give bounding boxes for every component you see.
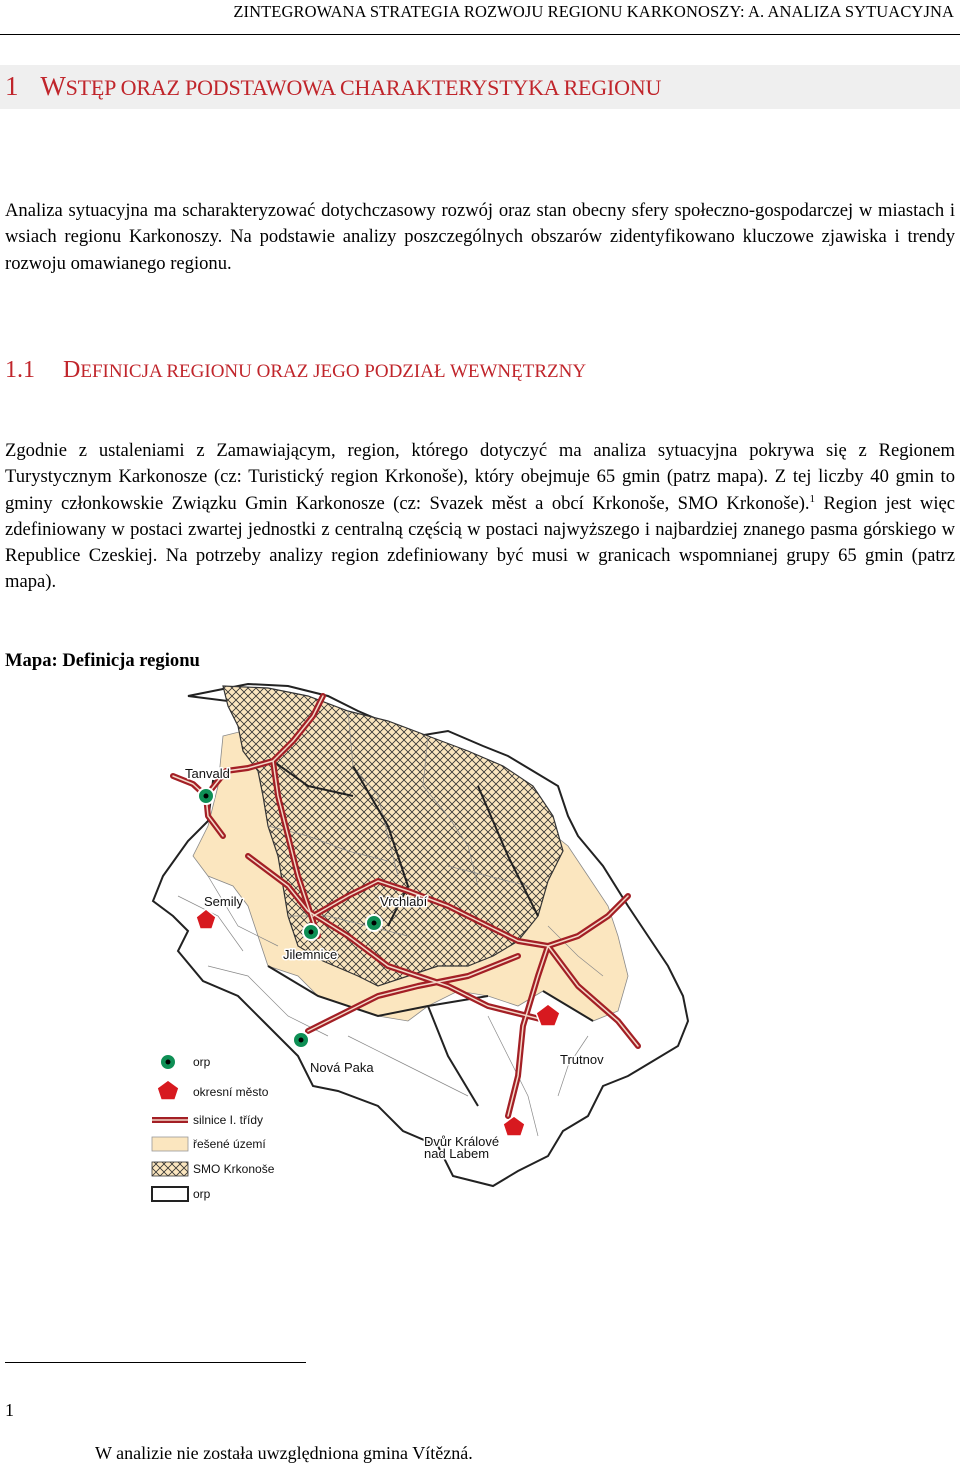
legend-orp-marker — [160, 1054, 176, 1070]
definition-text-a: Zgodnie z ustaleniami z Zamawiającym, region, którego dotyczyć ma analiza sytuacyjna pokrywa się z Regionem Turystycznym Karkonosze (cz: Turistický region Krkonoše), który obejmuje 65 gmin (patrz mapa). Z tej liczby 40 gmin to gminy członkowskie Związku Gmin Karkonosze (cz: Svazek měst a obcí Krkonoše, SMO Krkonoše). — [5, 440, 955, 514]
subsection-number: 1.1 — [5, 357, 35, 383]
town-label-trutnov: Trutnov — [560, 1052, 604, 1067]
legend-orp-boundary-swatch — [152, 1187, 188, 1201]
region-map — [148, 676, 960, 1206]
map-legend — [152, 1054, 275, 1201]
subsection-heading — [5, 357, 586, 384]
orp-marker-tanvald — [198, 788, 214, 804]
section-title-rest: STĘP ORAZ PODSTAWOWA CHARAKTERYSTYKA REGIONU — [65, 75, 662, 100]
town-label-tanvald: Tanvald — [185, 766, 230, 781]
legend-region-swatch — [152, 1137, 188, 1151]
legend-label-orp: orp — [193, 1055, 211, 1069]
footnote-reference[interactable]: 1 — [809, 492, 816, 505]
region-map-svg — [148, 676, 960, 1206]
legend-label-orp-boundary: orp — [193, 1187, 211, 1201]
town-label-nova-paka: Nová Paka — [310, 1060, 374, 1075]
town-label-dvur-kralove-2: nad Labem — [424, 1146, 490, 1161]
definition-text-b: Region jest więc zdefiniowany w postaci zwartej jednostki z centralną częścią w postaci najwyższego i najbardziej znanego pasma górskiego w Republice Czeskiej. Na potrzeby analizy region zdefiniowany być musi w granicach wspomnianej grupy 65 gmin (patrz mapa). — [5, 492, 955, 593]
legend-label-resene-uzemi: řešené území — [193, 1137, 266, 1151]
footnote-separator — [5, 1362, 306, 1363]
town-label-vrchlabi: Vrchlabí — [380, 894, 428, 909]
orp-marker-nova-paka — [293, 1032, 309, 1048]
footnote-text: W analizie nie została uwzględniona gmina Vítězná. — [95, 1443, 473, 1463]
section-number: 1 — [5, 71, 19, 101]
subsection-title-rest: EFINICJA REGIONU ORAZ JEGO PODZIAŁ WEWNĘTRZNY — [80, 361, 587, 382]
legend-district-marker — [157, 1080, 179, 1100]
town-label-dvur-kralove-1: Dvůr Králové — [424, 1134, 500, 1149]
section-heading — [5, 71, 661, 102]
legend-label-smo: SMO Krkonoše — [193, 1162, 275, 1176]
legend-label-silnice: silnice I. třídy — [193, 1113, 264, 1127]
map-caption: Mapa: Definicja regionu — [5, 650, 200, 671]
orp-marker-jilemnice — [303, 924, 319, 940]
intro-paragraph: Analiza sytuacyjna ma scharakteryzować dotychczasowy rozwój oraz stan obecny sfery społeczno-gospodarczej w miastach i wsiach regionu Karkonoszy. Na podstawie analizy poszczególnych obszarów zidentyfikowano kluczowe zjawiska i trendy rozwoju omawianego regionu. — [5, 200, 955, 274]
subsection-title-initial: D — [63, 357, 81, 383]
legend-label-okresni-mesto: okresní město — [193, 1085, 269, 1099]
legend-smo-swatch — [152, 1162, 188, 1176]
orp-marker-vrchlabi — [366, 915, 382, 931]
definition-paragraph — [5, 438, 955, 596]
town-label-jilemnice: Jilemnice — [283, 947, 338, 962]
running-header: ZINTEGROWANA STRATEGIA ROZWOJU REGIONU KARKONOSZY: A. ANALIZA SYTUACYJNA — [233, 2, 954, 21]
header-rule — [0, 34, 960, 35]
town-label-semily: Semily — [204, 894, 244, 909]
footnote-number: 1 — [5, 1400, 14, 1420]
section-title-initial: W — [40, 71, 66, 101]
